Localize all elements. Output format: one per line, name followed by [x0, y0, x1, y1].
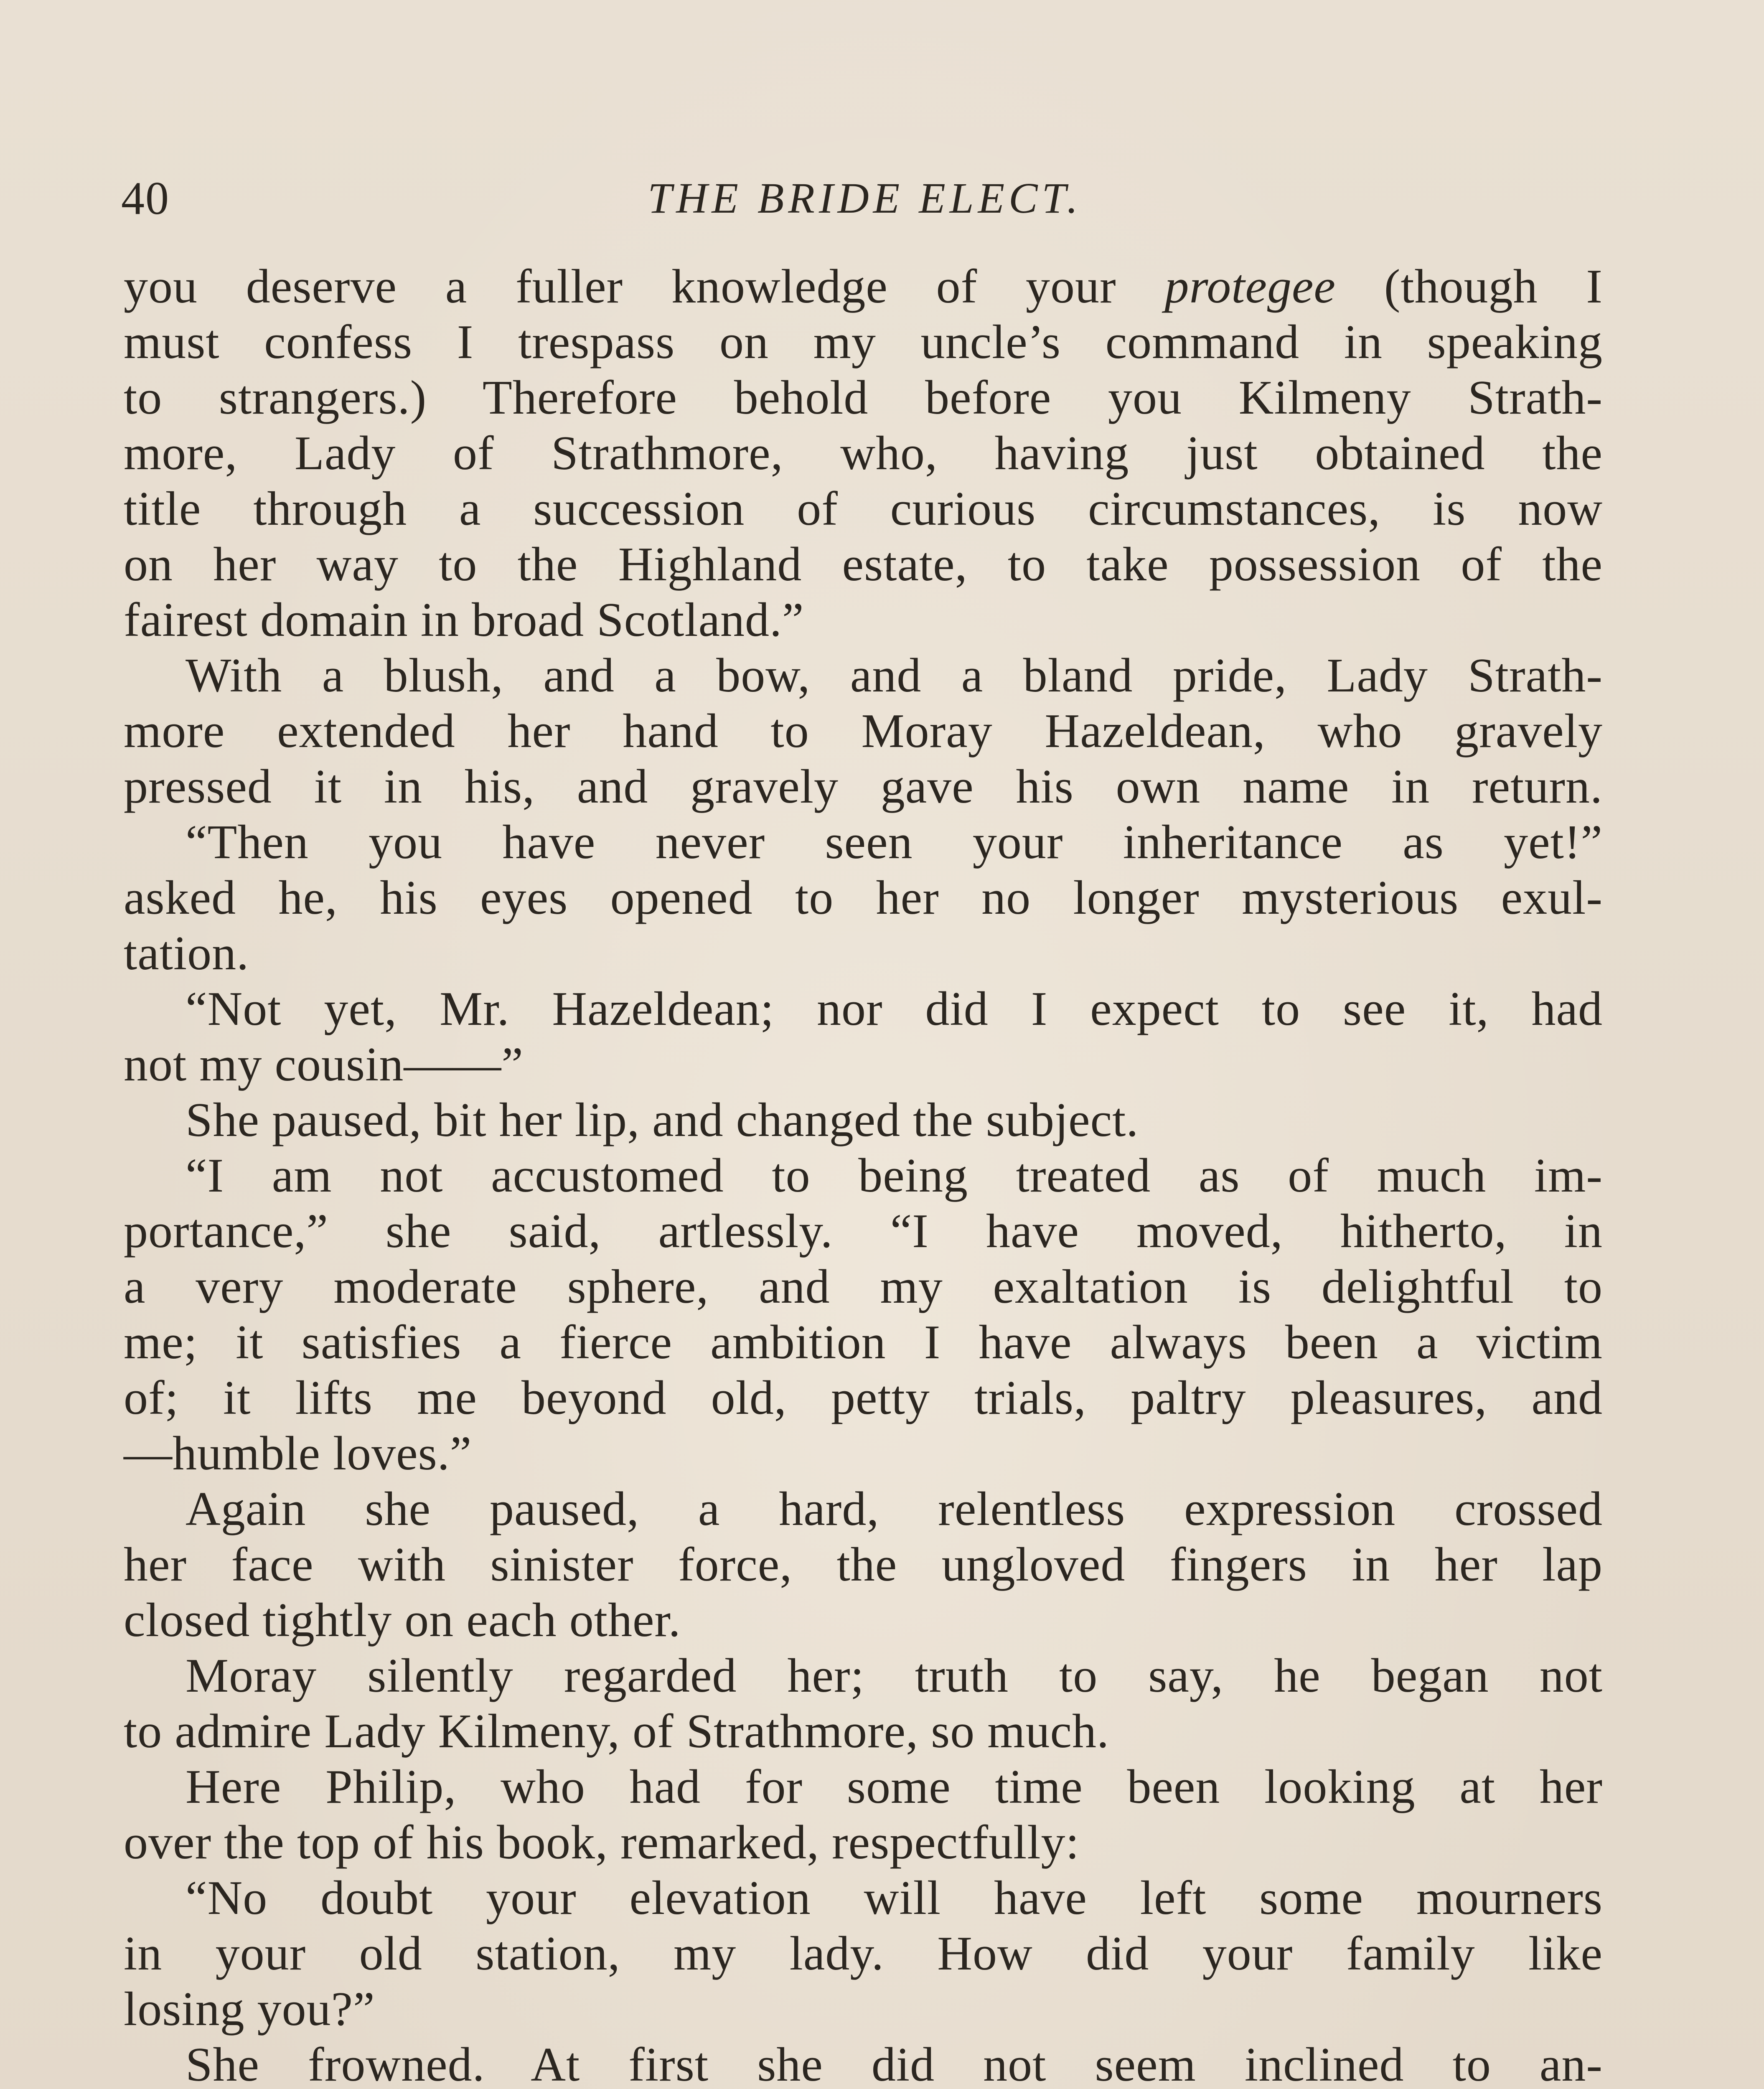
- body-text: [124, 259, 1603, 2089]
- text-line: a very moderate sphere, and my exaltation is delightful to: [124, 1260, 1603, 1314]
- text-line: portance,” she said, artlessly. “I have moved, hitherto, in: [124, 1205, 1603, 1258]
- text-line: fairest domain in broad Scotland.”: [124, 593, 804, 647]
- text-line: Again she paused, a hard, relentless expression crossed: [186, 1482, 1603, 1536]
- text-line: With a blush, and a bow, and a bland pride, Lady Strath-: [186, 649, 1603, 702]
- text-line: “Then you have never seen your inheritance as yet!”: [186, 816, 1603, 869]
- text-line: She frowned. At first she did not seem inclined to an-: [186, 2038, 1603, 2089]
- text-line: on her way to the Highland estate, to take possession of the: [124, 538, 1603, 591]
- text-line: She paused, bit her lip, and changed the subject.: [186, 1093, 1139, 1147]
- text-line: asked he, his eyes opened to her no longer mysterious exul-: [124, 871, 1603, 925]
- text-line: closed tightly on each other.: [124, 1593, 681, 1647]
- text-line: must confess I trespass on my uncle’s command in speaking: [124, 315, 1603, 369]
- text-line: —humble loves.”: [124, 1427, 472, 1480]
- text-line: not my cousin——”: [124, 1038, 524, 1091]
- text-line: her face with sinister force, the ungloved fingers in her lap: [124, 1538, 1603, 1591]
- page-number: 40: [121, 173, 170, 224]
- text-line: you deserve a fuller knowledge of your protegee (though I: [124, 260, 1603, 313]
- text-line: me; it satisfies a fierce ambition I have always been a victim: [124, 1316, 1603, 1369]
- text-line: to admire Lady Kilmeny, of Strathmore, so much.: [124, 1705, 1109, 1758]
- text-line: to strangers.) Therefore behold before you Kilmeny Strath-: [124, 371, 1603, 424]
- text-line: tation.: [124, 927, 249, 980]
- text-line: “No doubt your elevation will have left some mourners: [186, 1871, 1603, 1925]
- text-line: Here Philip, who had for some time been looking at her: [186, 1760, 1603, 1814]
- text-line: losing you?”: [124, 1982, 375, 2036]
- text-line: “Not yet, Mr. Hazeldean; nor did I expect to see it, had: [186, 982, 1603, 1036]
- text-line: title through a succession of curious circumstances, is now: [124, 482, 1603, 536]
- running-title: THE BRIDE ELECT.: [648, 174, 1082, 222]
- text-line: over the top of his book, remarked, respectfully:: [124, 1816, 1080, 1869]
- text-line: “I am not accustomed to being treated as of much im-: [186, 1149, 1603, 1202]
- italic-word: protegee: [1164, 260, 1336, 313]
- running-head: [121, 167, 1609, 230]
- text-line: more extended her hand to Moray Hazeldean, who gravely: [124, 704, 1603, 758]
- text-line: in your old station, my lady. How did your family like: [124, 1927, 1603, 1980]
- text-line: of; it lifts me beyond old, petty trials, paltry pleasures, and: [124, 1371, 1603, 1425]
- text-line: pressed it in his, and gravely gave his own name in return.: [124, 760, 1603, 813]
- text-line: more, Lady of Strathmore, who, having just obtained the: [124, 427, 1603, 480]
- text-line: Moray silently regarded her; truth to say, he began not: [186, 1649, 1603, 1703]
